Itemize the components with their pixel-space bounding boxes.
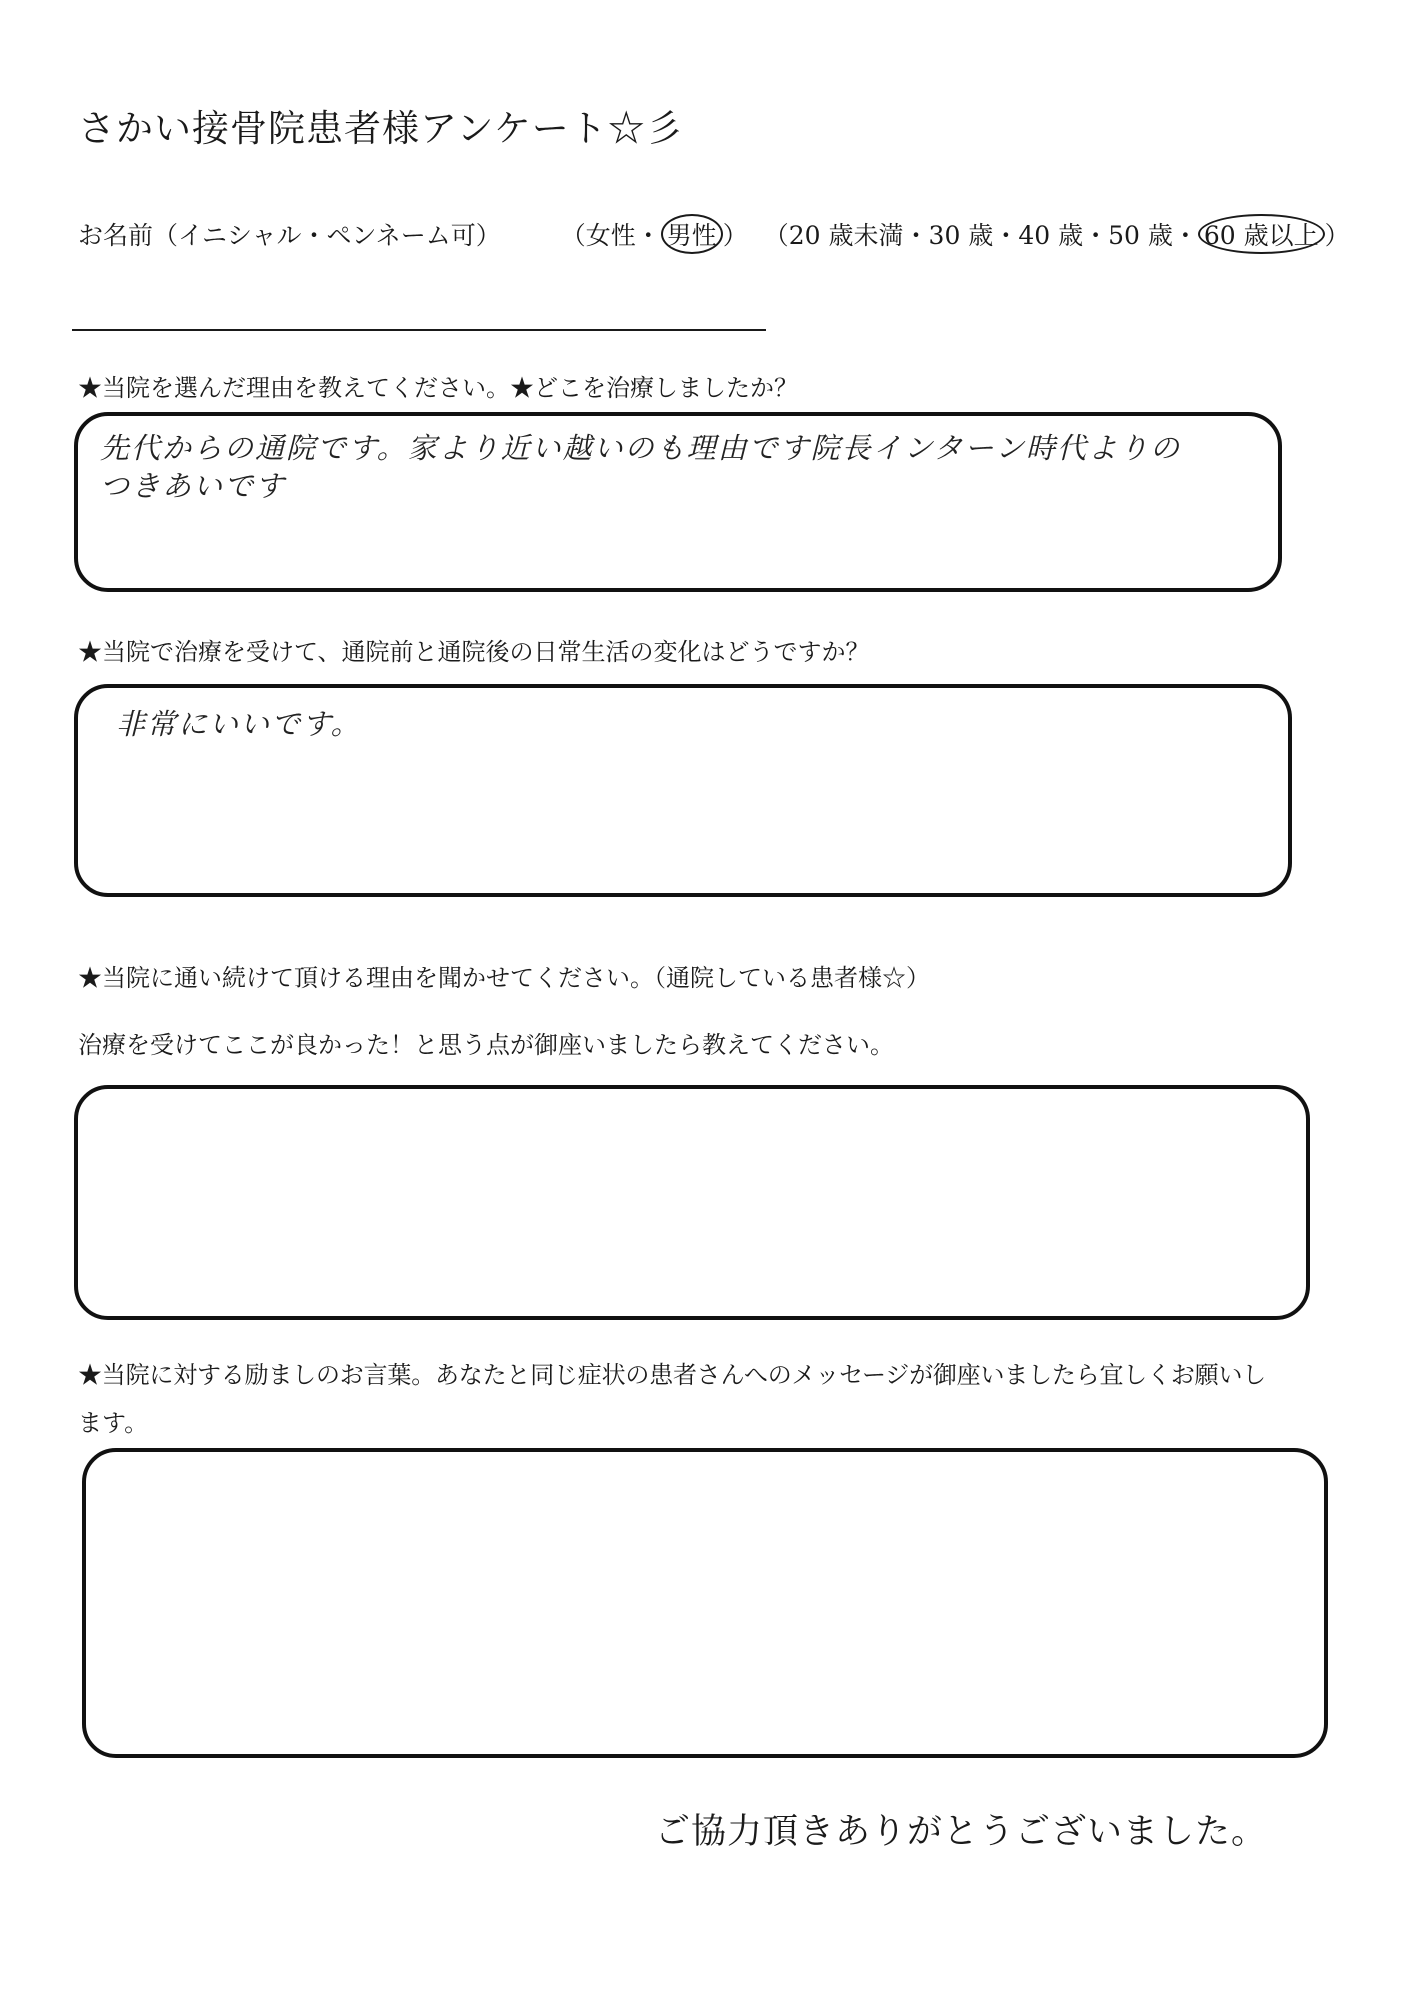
answer-2-line-1: 非常にいいです。 xyxy=(116,707,362,741)
gender-option-female[interactable]: 女性 xyxy=(585,221,636,250)
age-group: （20 歳未満・30 歳・40 歳・50 歳・ 60 歳以上 ） xyxy=(764,214,1350,254)
age-option-40[interactable]: 40 歳 xyxy=(1018,221,1084,250)
respondent-info-row xyxy=(78,214,1350,254)
closing-message: ご協力頂きありがとうございました。 xyxy=(655,1812,1268,1852)
question-3: ★当院に通い続けて頂ける理由を聞かせてください。（通院している患者様☆） xyxy=(78,964,930,992)
age-option-50[interactable]: 50 歳 xyxy=(1108,221,1173,250)
question-3-sub: 治療を受けてここが良かった！と思う点が御座いましたら教えてください。 xyxy=(78,1031,894,1059)
answer-box-3[interactable] xyxy=(74,1085,1310,1320)
answer-1-line-2: つきあいです xyxy=(100,469,287,503)
question-4: ★当院に対する励ましのお言葉。あなたと同じ症状の患者さんへのメッセージが御座いましたら宜しくお願いし xyxy=(78,1361,1267,1389)
gender-group: （女性・ 男性 ） xyxy=(561,214,748,254)
question-4-sub: ます。 xyxy=(78,1409,149,1437)
answer-box-2[interactable] xyxy=(74,684,1292,897)
question-2: ★当院で治療を受けて、通院前と通院後の日常生活の変化はどうですか？ xyxy=(78,638,870,666)
name-input-line[interactable] xyxy=(72,329,766,331)
name-label: お名前（イニシャル・ペンネーム可） xyxy=(78,221,501,250)
answer-1-line-1: 先代からの通院です。家より近い越いのも理由です院長インターン時代よりの xyxy=(100,431,1181,465)
age-option-under20[interactable]: 20 歳未満 xyxy=(788,221,904,250)
answer-box-1[interactable] xyxy=(74,412,1282,592)
age-option-30[interactable]: 30 歳 xyxy=(928,221,994,250)
gender-option-male[interactable]: 男性 xyxy=(661,214,723,254)
answer-box-4[interactable] xyxy=(82,1448,1328,1758)
age-option-60plus[interactable]: 60 歳以上 xyxy=(1198,214,1325,254)
survey-title: さかい接骨院患者様アンケート☆彡 xyxy=(78,107,684,150)
question-1: ★当院を選んだ理由を教えてください。★どこを治療しましたか？ xyxy=(78,374,798,402)
